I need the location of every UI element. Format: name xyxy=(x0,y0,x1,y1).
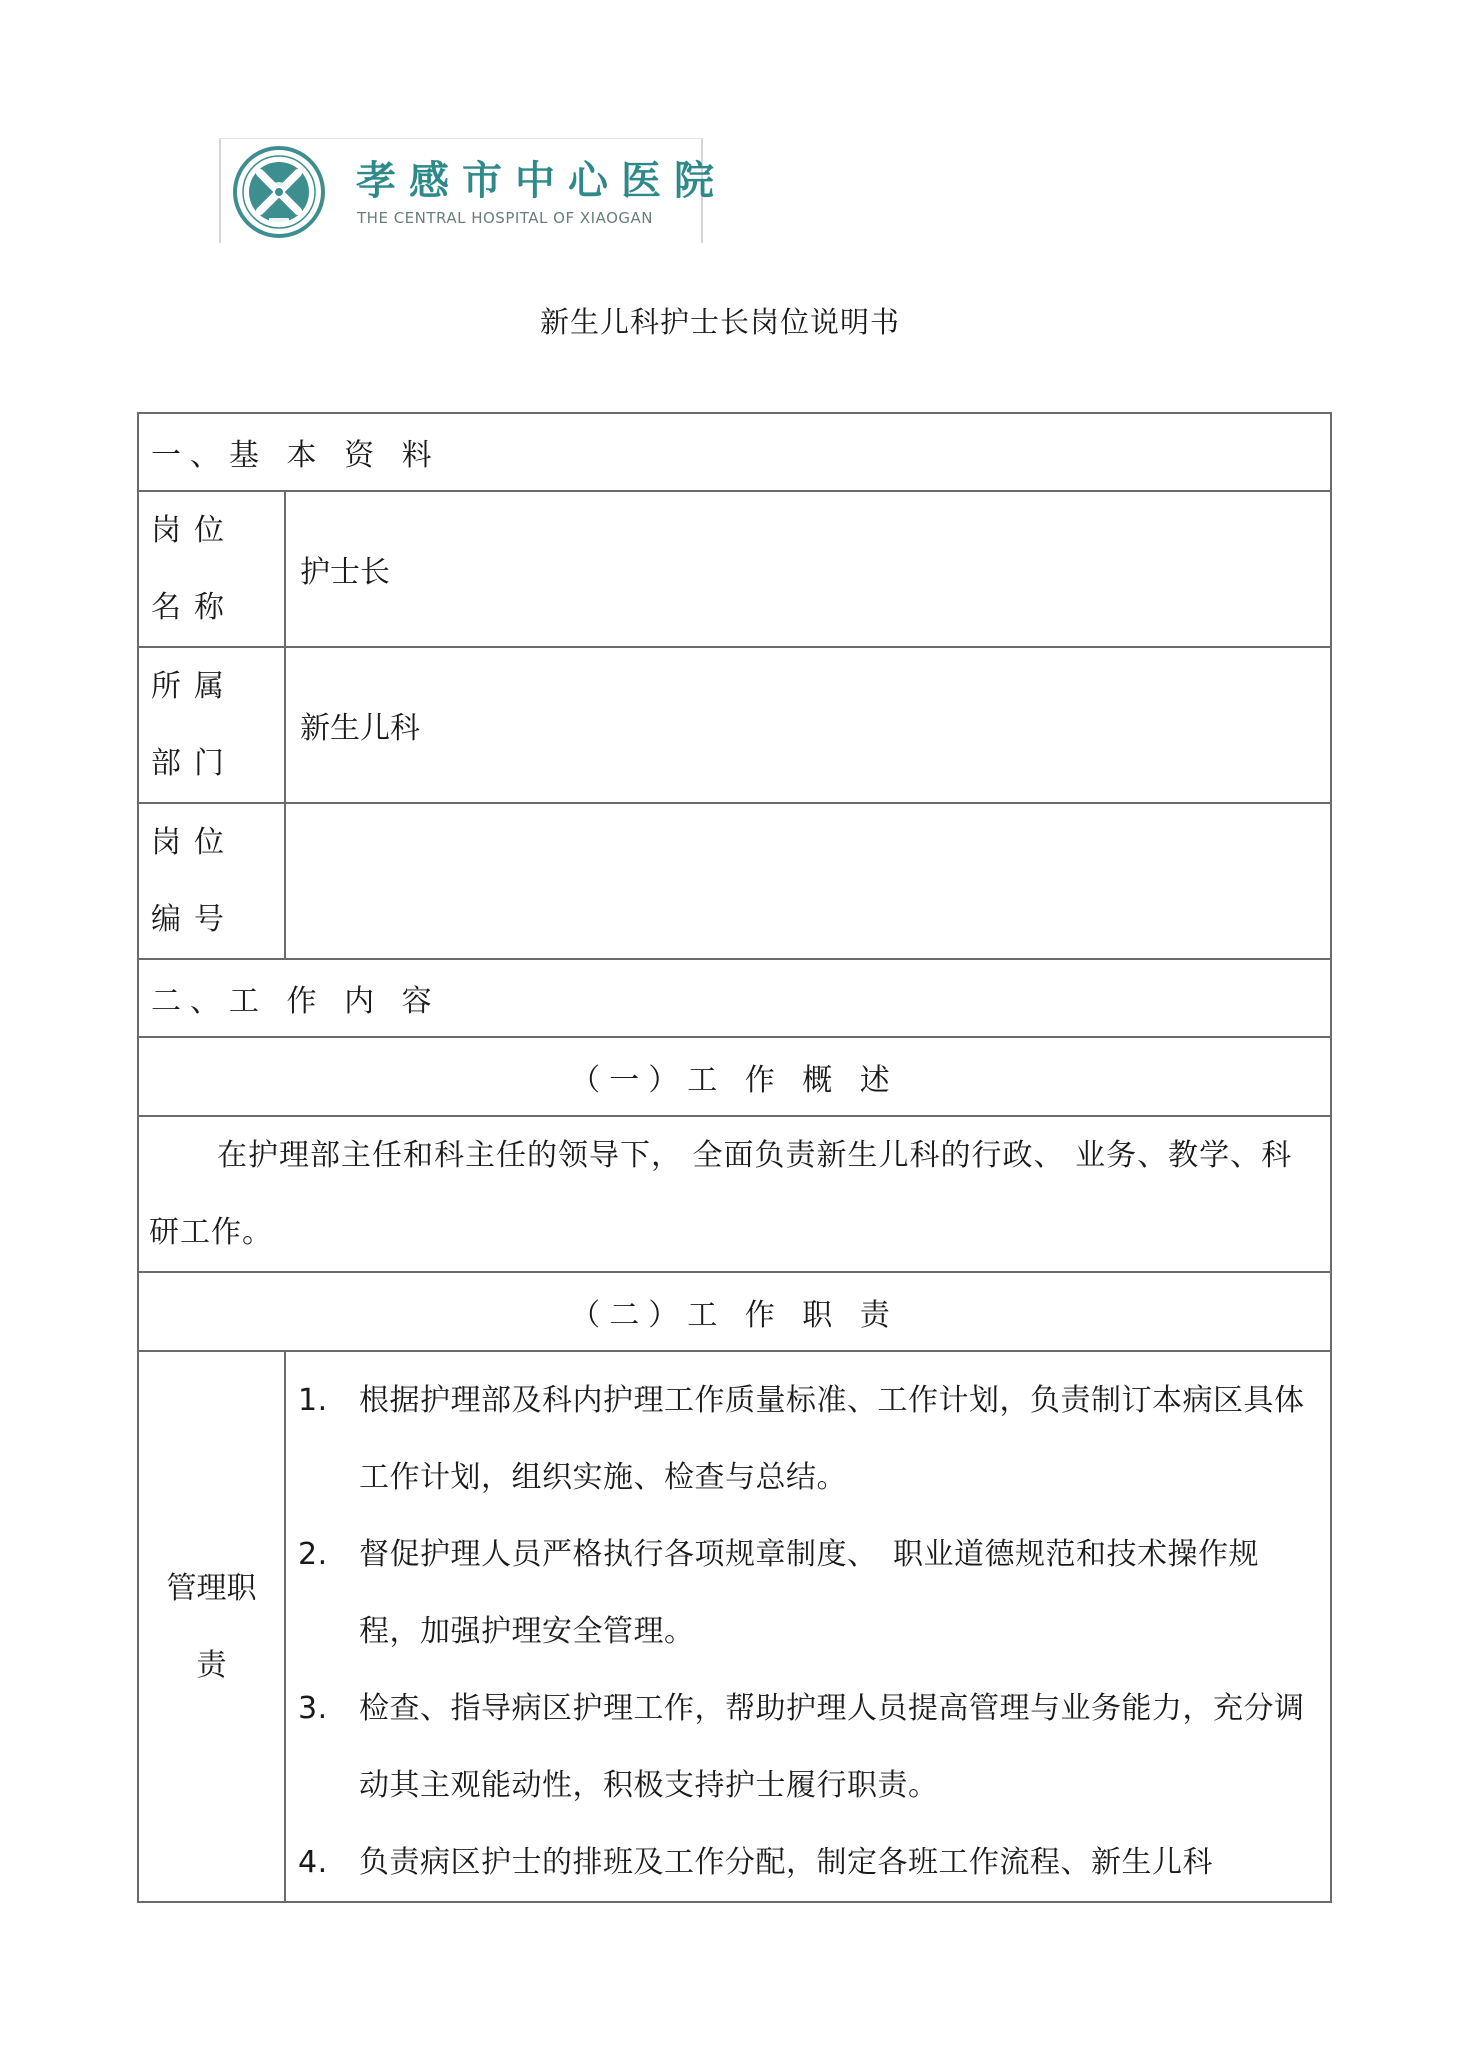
field-row-position-name xyxy=(138,491,1331,647)
overview-heading-row xyxy=(138,1037,1331,1116)
duties-list-cell xyxy=(285,1351,1331,1902)
position-number-value xyxy=(285,803,1331,959)
list-item xyxy=(298,1824,1310,1901)
duty-list xyxy=(298,1362,1310,1901)
field-row-department xyxy=(138,647,1331,803)
overview-heading: （一）工 作 概 述 xyxy=(138,1037,1331,1116)
basic-info-heading-row xyxy=(138,413,1331,491)
duties-heading-row xyxy=(138,1272,1331,1351)
hospital-name-en: THE CENTRAL HOSPITAL OF XIAOGAN xyxy=(357,209,653,227)
job-description-table xyxy=(137,412,1332,1903)
department-value: 新生儿科 xyxy=(285,647,1331,803)
department-label: 所属部门 xyxy=(138,647,285,803)
overview-row xyxy=(138,1116,1331,1272)
work-content-heading: 二、工 作 内 容 xyxy=(138,959,1331,1037)
hospital-emblem-icon xyxy=(227,143,339,239)
list-item xyxy=(298,1362,1310,1516)
list-item xyxy=(298,1670,1310,1824)
duty-text: 负责病区护士的排班及工作分配，制定各班工作流程、新生儿科 xyxy=(359,1845,1213,1880)
duty-text: 督促护理人员严格执行各项规章制度、 职业道德规范和技术操作规程，加强护理安全管理。 xyxy=(359,1537,1259,1649)
duty-number: 1. xyxy=(298,1383,328,1418)
duties-heading: （二）工 作 职 责 xyxy=(138,1272,1331,1351)
basic-info-heading: 一、基 本 资 料 xyxy=(138,413,1331,491)
duty-number: 4. xyxy=(298,1845,328,1880)
work-content-heading-row xyxy=(138,959,1331,1037)
duty-number: 2. xyxy=(298,1537,328,1572)
management-duties-label: 管理职责 xyxy=(138,1351,285,1902)
hospital-logo xyxy=(219,138,727,243)
position-name-label: 岗位名称 xyxy=(138,491,285,647)
field-row-position-number xyxy=(138,803,1331,959)
document-title: 新生儿科护士长岗位说明书 xyxy=(539,305,900,339)
duties-row xyxy=(138,1351,1331,1902)
overview-text: 在护理部主任和科主任的领导下， 全面负责新生儿科的行政、 业务、教学、科研工作。 xyxy=(138,1116,1331,1272)
position-name-value: 护士长 xyxy=(285,491,1331,647)
list-item xyxy=(298,1516,1310,1670)
position-number-label: 岗位编号 xyxy=(138,803,285,959)
duty-number: 3. xyxy=(298,1691,328,1726)
hospital-name-cn: 孝感市中心医院 xyxy=(356,157,727,204)
duty-text: 检查、指导病区护理工作，帮助护理人员提高管理与业务能力，充分调动其主观能动性，积极支持护士履行职责。 xyxy=(359,1691,1305,1803)
duty-text: 根据护理部及科内护理工作质量标准、工作计划，负责制订本病区具体工作计划，组织实施、检查与总结。 xyxy=(359,1383,1305,1495)
